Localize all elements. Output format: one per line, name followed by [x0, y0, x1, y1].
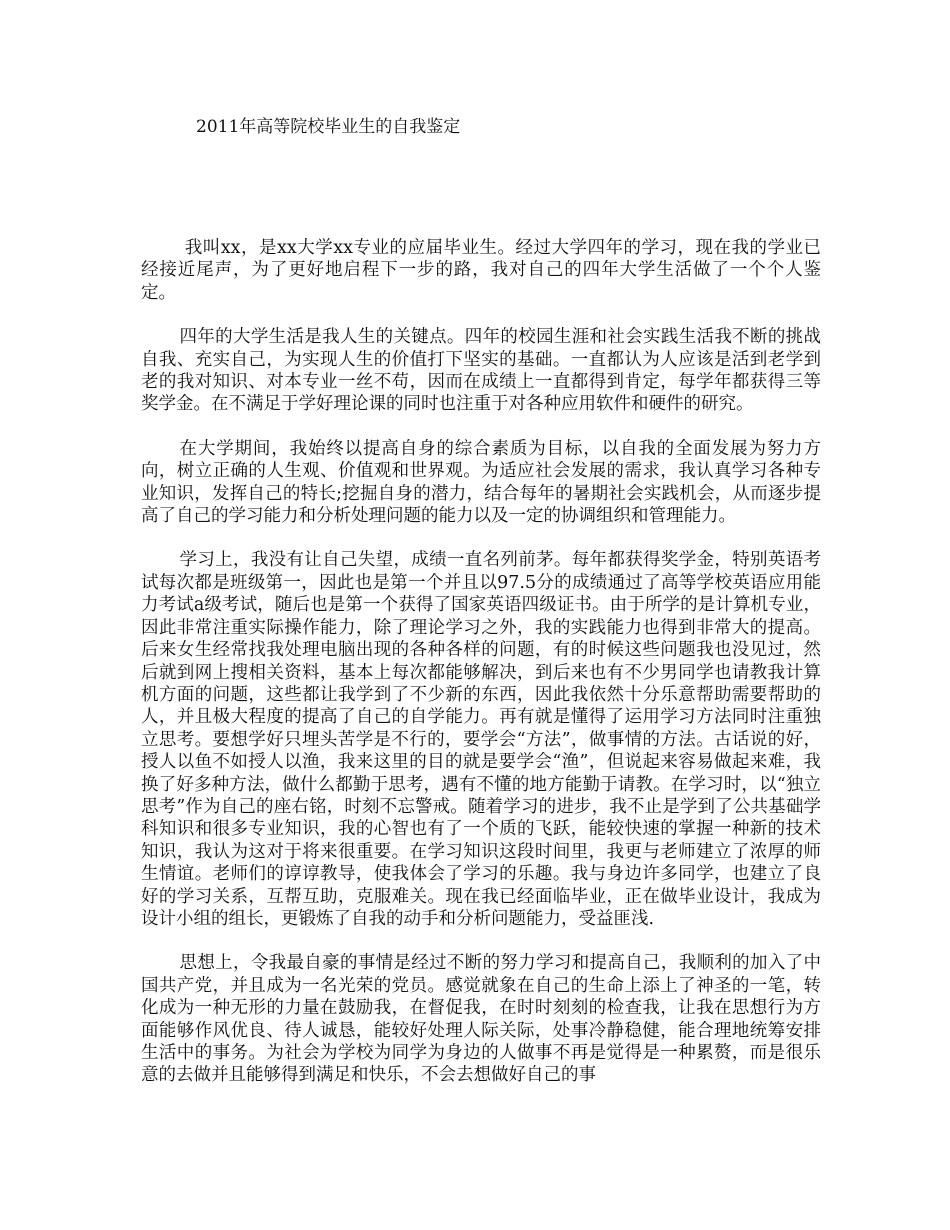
paragraph-introduction: 我叫xx，是xx大学xx专业的应届毕业生。经过大学四年的学习，现在我的学业已经接近尾声，为了更好地启程下一步的路，我对自己的四年大学生活做了一个个人鉴定。: [141, 238, 821, 303]
document-title: 2011年高等院校毕业生的自我鉴定: [196, 117, 461, 137]
paragraph-study: 学习上，我没有让自己失望，成绩一直名列前茅。每年都获得奖学金，特别英语考试每次都是班级第一，因此也是第一个并且以97.5分的成绩通过了高等学校英语应用能力考试a级考试，随后也是第一个获得了国家英语四级证书。由于所学的是计算机专业，因此非常注重实际操作能力，除了理论学习之外，我的实践能力也得到非常大的提高。后来女生经常找我处理电脑出现的各种各样的问题，有的时候这些问题我也没见过，然后就到网上搜相关资料，基本上每次都能够解决，到后来也有不少男同学也请教我计算机方面的问题，这些都让我学到了不少新的东西，因此我依然十分乐意帮助需要帮助的人，并且极大程度的提高了自己的自学能力。再有就是懂得了运用学习方法同时注重独立思考。要想学好只埋头苦学是不行的，要学会“方法”，做事情的方法。古话说的好，授人以鱼不如授人以渔，我来这里的目的就是要学会“渔”，但说起来容易做起来难，我换了好多种方法，做什么都勤于思考，遇有不懂的地方能勤于请教。在学习时，以“独立思考”作为自己的座右铭，时刻不忘警戒。随着学习的进步，我不止是学到了公共基础学科知识和很多专业知识，我的心智也有了一个质的飞跃，能较快速的掌握一种新的技术知识，我认为这对于将来很重要。在学习知识这段时间里，我更与老师建立了浓厚的师生情谊。老师们的谆谆教导，使我体会了学习的乐趣。我与身边许多同学，也建立了良好的学习关系，互帮互助，克服难关。现在我已经面临毕业，正在做毕业设计，我成为设计小组的组长，更锻炼了自我的动手和分析问题能力，受益匪浅.: [141, 550, 821, 929]
paragraph-ideology: 思想上，令我最自豪的事情是经过不断的努力学习和提高自己，我顺利的加入了中国共产党，并且成为一名光荣的党员。感觉就象在自己的生命上添上了神圣的一笔，转化成为一种无形的力量在鼓励我，在督促我，在时时刻刻的检查我，让我在思想行为方面能够作风优良、待人诚恳，能较好处理人际关际，处事冷静稳健，能合理地统筹安排生活中的事务。为社会为学校为同学为身边的人做事不再是觉得是一种累赘，而是很乐意的去做并且能够得到满足和快乐，不会去想做好自己的事: [141, 953, 821, 1086]
paragraph-university-life: 四年的大学生活是我人生的关键点。四年的校园生涯和社会实践生活我不断的挑战自我、充实自己，为实现人生的价值打下坚实的基础。一直都认为人应该是活到老学到老的我对知识、对本专业一丝不苟，因而在成绩上一直都得到肯定，每学年都获得三等奖学金。在不满足于学好理论课的同时也注重于对各种应用软件和硬件的研究。: [141, 327, 821, 415]
paragraph-personal-development: 在大学期间，我始终以提高自身的综合素质为目标，以自我的全面发展为努力方向，树立正确的人生观、价值观和世界观。为适应社会发展的需求，我认真学习各种专业知识，发挥自己的特长;挖掘自身的潜力，结合每年的暑期社会实践机会，从而逐步提高了自己的学习能力和分析处理问题的能力以及一定的协调组织和管理能力。: [141, 438, 821, 527]
document-body: [141, 237, 821, 1109]
